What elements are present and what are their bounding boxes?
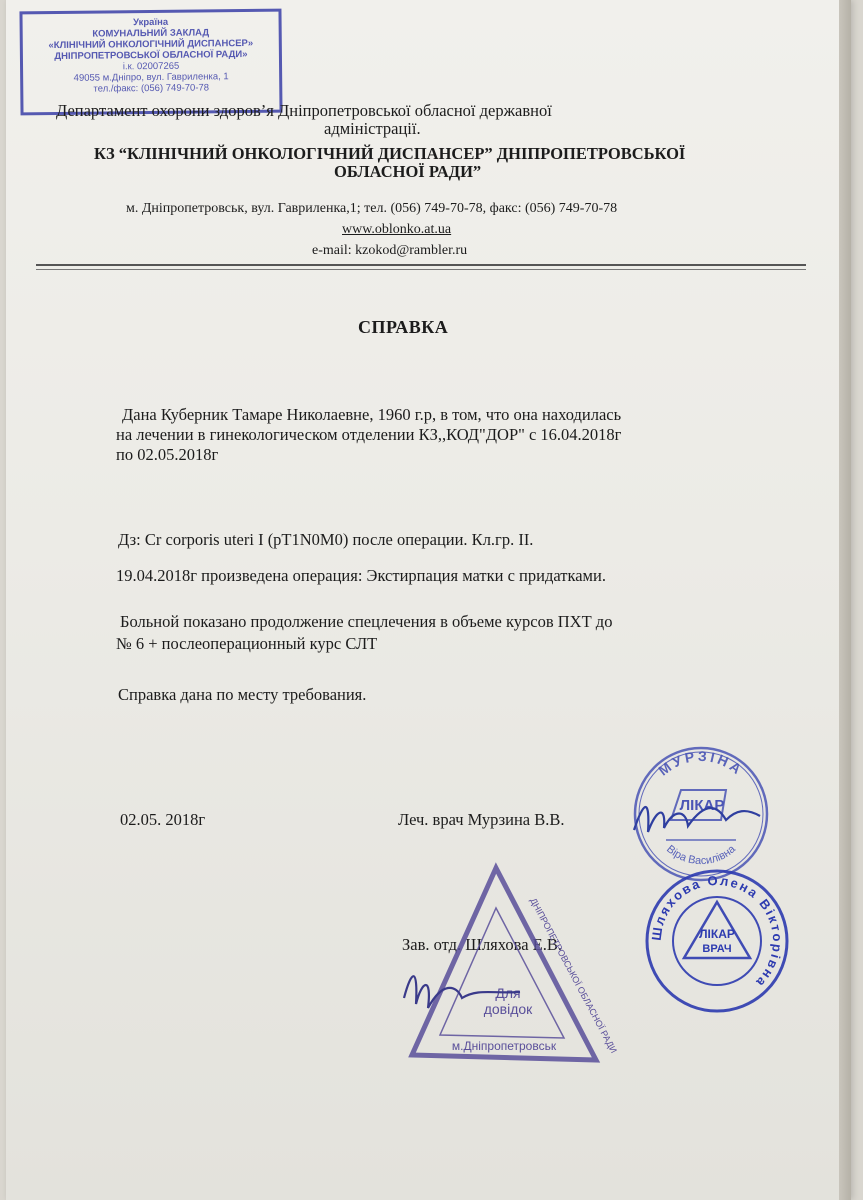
triangle-stamp-text-2: довідок bbox=[483, 1001, 533, 1017]
email-address: e-mail: kzokod@rambler.ru bbox=[312, 243, 468, 258]
diagnosis-text: Дз: Cr corporis uteri I (pT1N0M0) после операции. Кл.гр. II. bbox=[118, 530, 534, 549]
certificate-text-line-3: по 02.05.2018г bbox=[116, 445, 219, 464]
department-line-2: адміністрації. bbox=[324, 119, 421, 138]
certificate-text-line-1: Дана Куберник Тамаре Николаевне, 1960 г.р, в том, что она находилась bbox=[122, 405, 622, 424]
round-stamp-2-center-bottom: ВРАЧ bbox=[702, 943, 732, 955]
department-line-1: Департамент охорони здоров’я Дніпропетровської обласної державної bbox=[56, 101, 552, 120]
round-stamp-bottom-text: Віра Василівна bbox=[664, 843, 738, 868]
head-of-department-signature-line: Зав. отд. Шляхова Е.В. bbox=[402, 935, 562, 954]
stamp-line: ДНІПРОПЕТРОВСЬКОЇ ОБЛАСНОЇ РАДИ» bbox=[54, 48, 248, 63]
stamp-line: тел./факс: (056) 749-70-78 bbox=[93, 82, 210, 95]
signature-date: 02.05. 2018г bbox=[120, 810, 206, 829]
head-signature bbox=[398, 958, 528, 1028]
organization-address: м. Дніпропетровськ, вул. Гавриленка,1; тел. (056) 749-70-78, факс: (056) 749-70-78 bbox=[126, 201, 618, 216]
stamp-line: Україна bbox=[132, 16, 169, 29]
stamp-line: 49055 м.Дніпро, вул. Гавриленка, 1 bbox=[73, 71, 229, 84]
round-stamp-2-ring-text: Шляхова Олена Вікторівна bbox=[648, 872, 786, 992]
stamp-line: КОМУНАЛЬНИЙ ЗАКЛАД bbox=[92, 27, 210, 40]
organization-line-1: КЗ “КЛІНІЧНИЙ ОНКОЛОГІЧНИЙ ДИСПАНСЕР” ДНІПРОПЕТРОВСЬКОЇ bbox=[94, 144, 686, 163]
triangle-stamp-side-text: ДНІПРОПЕТРОВСЬКОЇ ОБЛАСНОЇ РАДИ bbox=[528, 896, 619, 1055]
certificate-text-line-2: на лечении в гинекологическом отделении КЗ,,КОД"ДОР" с 16.04.2018г bbox=[116, 425, 622, 444]
header-divider-thin bbox=[36, 269, 806, 270]
triangle-stamp-city: м.Дніпропетровськ bbox=[451, 1039, 557, 1053]
document-sheet bbox=[6, 0, 851, 1200]
stamp-line: «КЛІНІЧНИЙ ОНКОЛОГІЧНИЙ ДИСПАНСЕР» bbox=[48, 37, 254, 52]
paper-edge bbox=[839, 0, 851, 1200]
head-round-stamp bbox=[642, 866, 792, 1016]
round-stamp-center-text: ЛІКАР bbox=[679, 797, 725, 814]
organization-line-2: ОБЛАСНОЇ РАДИ” bbox=[334, 162, 482, 181]
website-link[interactable]: www.oblonko.at.ua bbox=[342, 222, 452, 237]
triangle-stamp-text-1: Для bbox=[495, 985, 521, 1001]
doctor-signature bbox=[626, 780, 766, 850]
document-title: СПРАВКА bbox=[358, 317, 449, 337]
svg-text:МУРЗІНА bbox=[655, 748, 747, 779]
operation-text: 19.04.2018г произведена операция: Экстирпация матки с придатками. bbox=[116, 566, 606, 585]
attending-doctor-signature-line: Леч. врач Мурзина В.В. bbox=[398, 810, 565, 829]
header-divider bbox=[36, 264, 806, 266]
institution-stamp bbox=[19, 9, 282, 116]
purpose-text: Справка дана по месту требования. bbox=[118, 685, 367, 704]
treatment-text-line-2: № 6 + послеоперационный курс СЛТ bbox=[116, 634, 378, 653]
stamp-line: і.к. 02007265 bbox=[122, 60, 180, 73]
round-stamp-top-text: МУРЗІНА bbox=[655, 747, 747, 779]
round-stamp-2-center-top: ЛІКАР bbox=[699, 927, 735, 941]
treatment-text-line-1: Больной показано продолжение спецлечения в объеме курсов ПХТ до bbox=[120, 612, 613, 631]
